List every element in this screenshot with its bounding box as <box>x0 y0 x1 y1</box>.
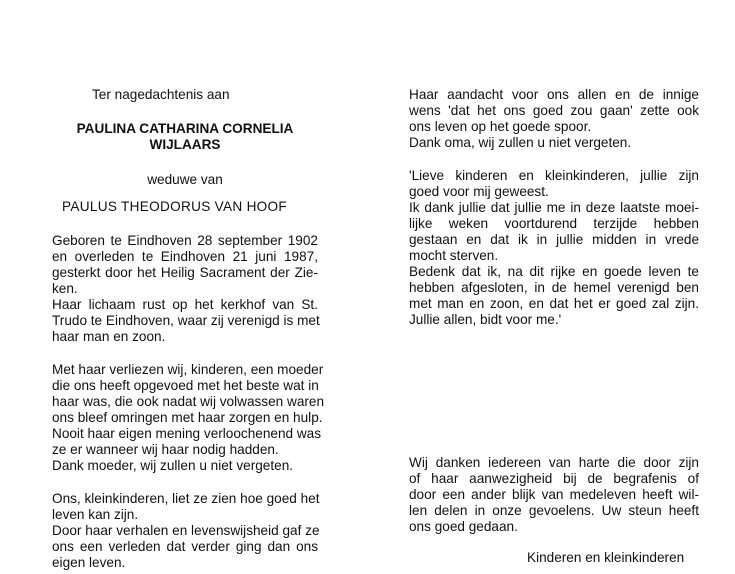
text-line: Ons, kleinkinderen, liet ze zien hoe goed het <box>52 491 320 506</box>
text-line: haar man en zoon. <box>52 329 166 344</box>
signature-line: Kinderen en kleinkinderen <box>527 550 685 565</box>
text-line: Geboren te Eindhoven 28 september 1902 <box>52 233 318 248</box>
widow-of-label: weduwe van <box>147 172 223 187</box>
deceased-name-line1: PAULINA CATHARINA CORNELIA <box>76 121 294 136</box>
text-line: gestaan en dat ik in jullie midden in vrede <box>409 232 699 247</box>
text-line: leven kan zijn. <box>52 507 139 522</box>
text-line: hebben afgesloten, in de hemel verenigd ben <box>409 280 699 295</box>
deceased-name-line2: WIJLAARS <box>149 137 221 152</box>
text-line: en overleden te Eindhoven 21 juni 1987, <box>52 249 318 264</box>
text-line: Haar aandacht voor ons allen en de innige <box>409 87 699 102</box>
text-line: die ons heeft opgevoed met het beste wat in <box>52 378 319 393</box>
text-line: ons goed gedaan. <box>409 519 518 534</box>
text-line: lijke weken voortdurend terzijde hebben <box>409 216 699 231</box>
text-line: Haar lichaam rust op het kerkhof van St. <box>52 297 318 312</box>
text-line: ze er wanneer wij haar nodig hadden. <box>52 442 279 457</box>
text-line: haar was, die ook nadat wij volwassen waren <box>52 394 325 409</box>
husband-name: PAULUS THEODORUS VAN HOOF <box>62 199 288 214</box>
text-line: Dank moeder, wij zullen u niet vergeten. <box>52 458 294 473</box>
text-line: Door haar verhalen en levenswijsheid gaf ze <box>52 523 320 538</box>
text-line: 'Lieve kinderen en kleinkinderen, jullie zijn <box>409 168 699 183</box>
text-line: eigen leven. <box>52 555 126 570</box>
text-line: Ik dank jullie dat jullie me in deze laatste moei- <box>409 200 699 215</box>
text-line: mocht sterven. <box>409 248 499 263</box>
text-line: Dank oma, wij zullen u niet vergeten. <box>409 135 632 150</box>
text-line: wens 'dat het ons goed zou gaan' zette ook <box>409 103 699 118</box>
text-line: len delen in onze gevoelens. Uw steun heeft <box>409 503 699 518</box>
memorial-header: Ter nagedachtenis aan <box>92 87 230 102</box>
text-line: ons leven op het goede spoor. <box>409 119 592 134</box>
text-line: Wij danken iedereen van harte die door zijn <box>409 455 699 470</box>
text-line: Jullie allen, bidt voor me.' <box>409 312 562 327</box>
text-line: ken. <box>52 281 78 296</box>
text-line: door een ander blijk van medeleven heeft wil- <box>409 487 699 502</box>
text-line: ons bleef omringen met haar zorgen en hulp. <box>52 410 323 425</box>
text-line: gesterkt door het Heilig Sacrament der Zie- <box>52 265 318 280</box>
text-line: Nooit haar eigen mening verloochenend was <box>52 426 322 441</box>
text-line: met man en zoon, en dat het er goed zal zijn. <box>409 296 699 311</box>
text-line: Met haar verliezen wij, kinderen, een moeder <box>52 362 324 377</box>
text-line: Trudo te Eindhoven, waar zij verenigd is met <box>52 313 320 328</box>
text-line: of haar aanwezigheid bij de begrafenis of <box>409 471 699 486</box>
text-line: goed voor mij geweest. <box>409 184 549 199</box>
text-line: Bedenk dat ik, na dit rijke en goede leven te <box>409 264 699 279</box>
text-line: ons een verleden dat verder ging dan ons <box>52 539 318 554</box>
